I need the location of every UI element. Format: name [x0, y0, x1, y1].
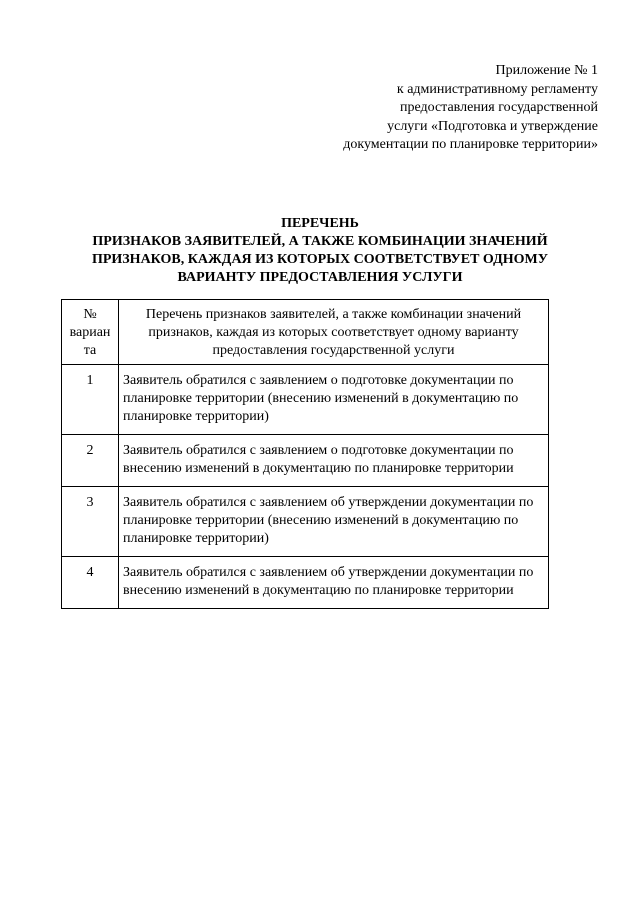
variant-number: 4 — [62, 557, 119, 609]
variant-number: 2 — [62, 435, 119, 487]
appendix-reference — [278, 62, 598, 155]
variant-number: 1 — [62, 365, 119, 435]
variants-table — [61, 299, 549, 609]
appendix-line: предоставления государственной — [399, 100, 598, 115]
title-line: ПРИЗНАКОВ, КАЖДАЯ ИЗ КОТОРЫХ СООТВЕТСТВУЕТ ОДНОМУ — [91, 252, 549, 267]
table-row — [62, 435, 549, 487]
appendix-line: к административному регламенту — [396, 81, 598, 97]
header-variant-number: № вариан та — [62, 300, 119, 365]
appendix-line: документации по планировке территории» — [343, 137, 598, 152]
variant-description: Заявитель обратился с заявлением о подготовке документации по внесению изменений в документацию по планировке территории — [119, 435, 549, 487]
title-line: ПРИЗНАКОВ ЗАЯВИТЕЛЕЙ, А ТАКЖЕ КОМБИНАЦИИ ЗНАЧЕНИЙ — [92, 234, 548, 249]
variant-number: 3 — [62, 487, 119, 557]
variant-description: Заявитель обратился с заявлением о подготовке документации по планировке территории (внесению изменений в документацию по планировке территории) — [119, 365, 549, 435]
appendix-line: Приложение № 1 — [495, 63, 598, 78]
title-line: ВАРИАНТУ ПРЕДОСТАВЛЕНИЯ УСЛУГИ — [177, 270, 463, 285]
table-row — [62, 557, 549, 609]
table-header-row — [62, 300, 549, 365]
document-title — [60, 215, 580, 287]
table-row — [62, 365, 549, 435]
appendix-line: услуги «Подготовка и утверждение — [387, 118, 598, 134]
header-description: Перечень признаков заявителей, а также комбинации значений признаков, каждая из которых соответствует одному варианту предоставления государственной услуги — [119, 300, 549, 365]
variant-description: Заявитель обратился с заявлением об утверждении документации по внесению изменений в документацию по планировке территории — [119, 557, 549, 609]
variant-description: Заявитель обратился с заявлением об утверждении документации по планировке территории (внесению изменений в документацию по планировке территории) — [119, 487, 549, 557]
title-line: ПЕРЕЧЕНЬ — [281, 216, 359, 231]
table-row — [62, 487, 549, 557]
